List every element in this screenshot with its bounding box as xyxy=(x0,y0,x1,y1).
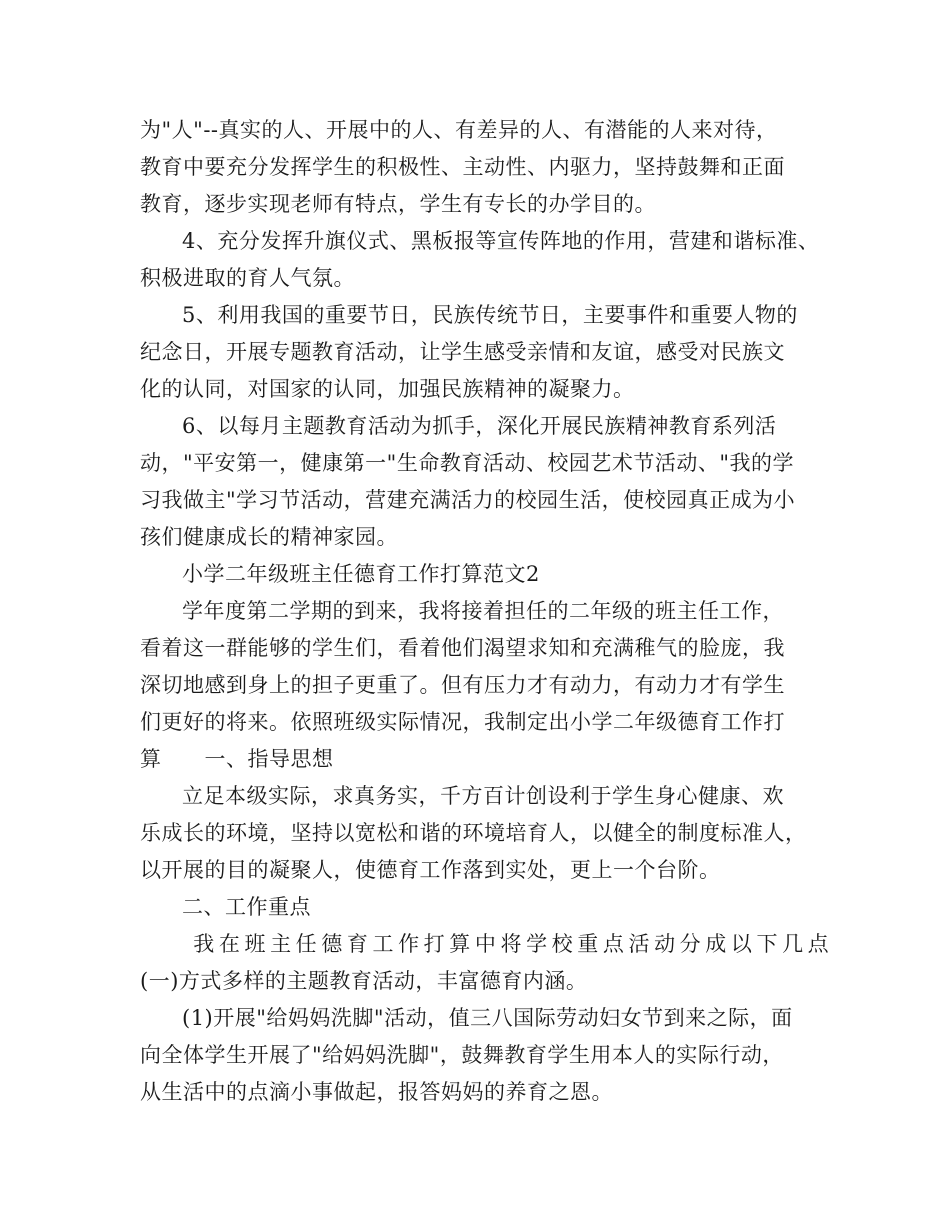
text-line: 化的认同，对国家的认同，加强民族精神的凝聚力。 xyxy=(140,377,635,401)
text-line: 积极进取的育人气氛。 xyxy=(140,266,355,290)
text-line: 乐成长的环境，坚持以宽松和谐的环境培育人，以健全的制度标准人， xyxy=(140,821,807,845)
text-line: 教育中要充分发挥学生的积极性、主动性、内驱力，坚持鼓舞和正面 xyxy=(140,155,785,179)
text-line: 以开展的目的凝聚人，使德育工作落到实处，更上一个台阶。 xyxy=(140,858,721,882)
text-line: (一)方式多样的主题教育活动，丰富德育内涵。 xyxy=(140,969,588,993)
text-line: 深切地感到身上的担子更重了。但有压力才有动力，有动力才有学生 xyxy=(140,673,785,697)
text-line: (1)开展"给妈妈洗脚"活动，值三八国际劳动妇女节到来之际，面 xyxy=(182,1006,793,1030)
text-line: 习我做主"学习节活动，营建充满活力的校园生活，使校园真正成为小 xyxy=(140,488,796,512)
text-line: 6、以每月主题教育活动为抓手，深化开展民族精神教育系列活 xyxy=(182,414,777,438)
text-line: 4、充分发挥升旗仪式、黑板报等宣传阵地的作用，营建和谐标准、 xyxy=(182,229,820,253)
text-line: 动，"平安第一，健康第一"生命教育活动、校园艺术节活动、"我的学 xyxy=(140,451,794,475)
text-line: 向全体学生开展了"给妈妈洗脚"，鼓舞教育学生用本人的实际行动， xyxy=(140,1043,784,1067)
text-line: 5、利用我国的重要节日，民族传统节日，主要事件和重要人物的 xyxy=(182,303,798,327)
text-line: 算 一、指导思想 xyxy=(140,747,334,771)
text-line: 学年度第二学期的到来，我将接着担任的二年级的班主任工作， xyxy=(182,599,784,623)
text-line: 们更好的将来。依照班级实际情况，我制定出小学二年级德育工作打 xyxy=(140,710,785,734)
text-line: 为"人"--真实的人、开展中的人、有差异的人、有潜能的人来对待， xyxy=(140,118,778,142)
text-line: 我在班主任德育工作打算中将学校重点活动分成以下几点 xyxy=(182,932,834,956)
document-body xyxy=(140,112,834,1111)
text-line: 从生活中的点滴小事做起，报答妈妈的养育之恩。 xyxy=(140,1080,613,1104)
text-line: 纪念日，开展专题教育活动，让学生感受亲情和友谊，感受对民族文 xyxy=(140,340,785,364)
section-title: 小学二年级班主任德育工作打算范文2 xyxy=(182,562,540,586)
section-heading: 二、工作重点 xyxy=(182,895,311,919)
text-line: 立足本级实际，求真务实，千方百计创设利于学生身心健康、欢 xyxy=(182,784,784,808)
text-line: 孩们健康成长的精神家园。 xyxy=(140,525,398,549)
text-line: 教育，逐步实现老师有特点，学生有专长的办学目的。 xyxy=(140,192,656,216)
text-line: 看着这一群能够的学生们，看着他们渴望求知和充满稚气的脸庞，我 xyxy=(140,636,785,660)
